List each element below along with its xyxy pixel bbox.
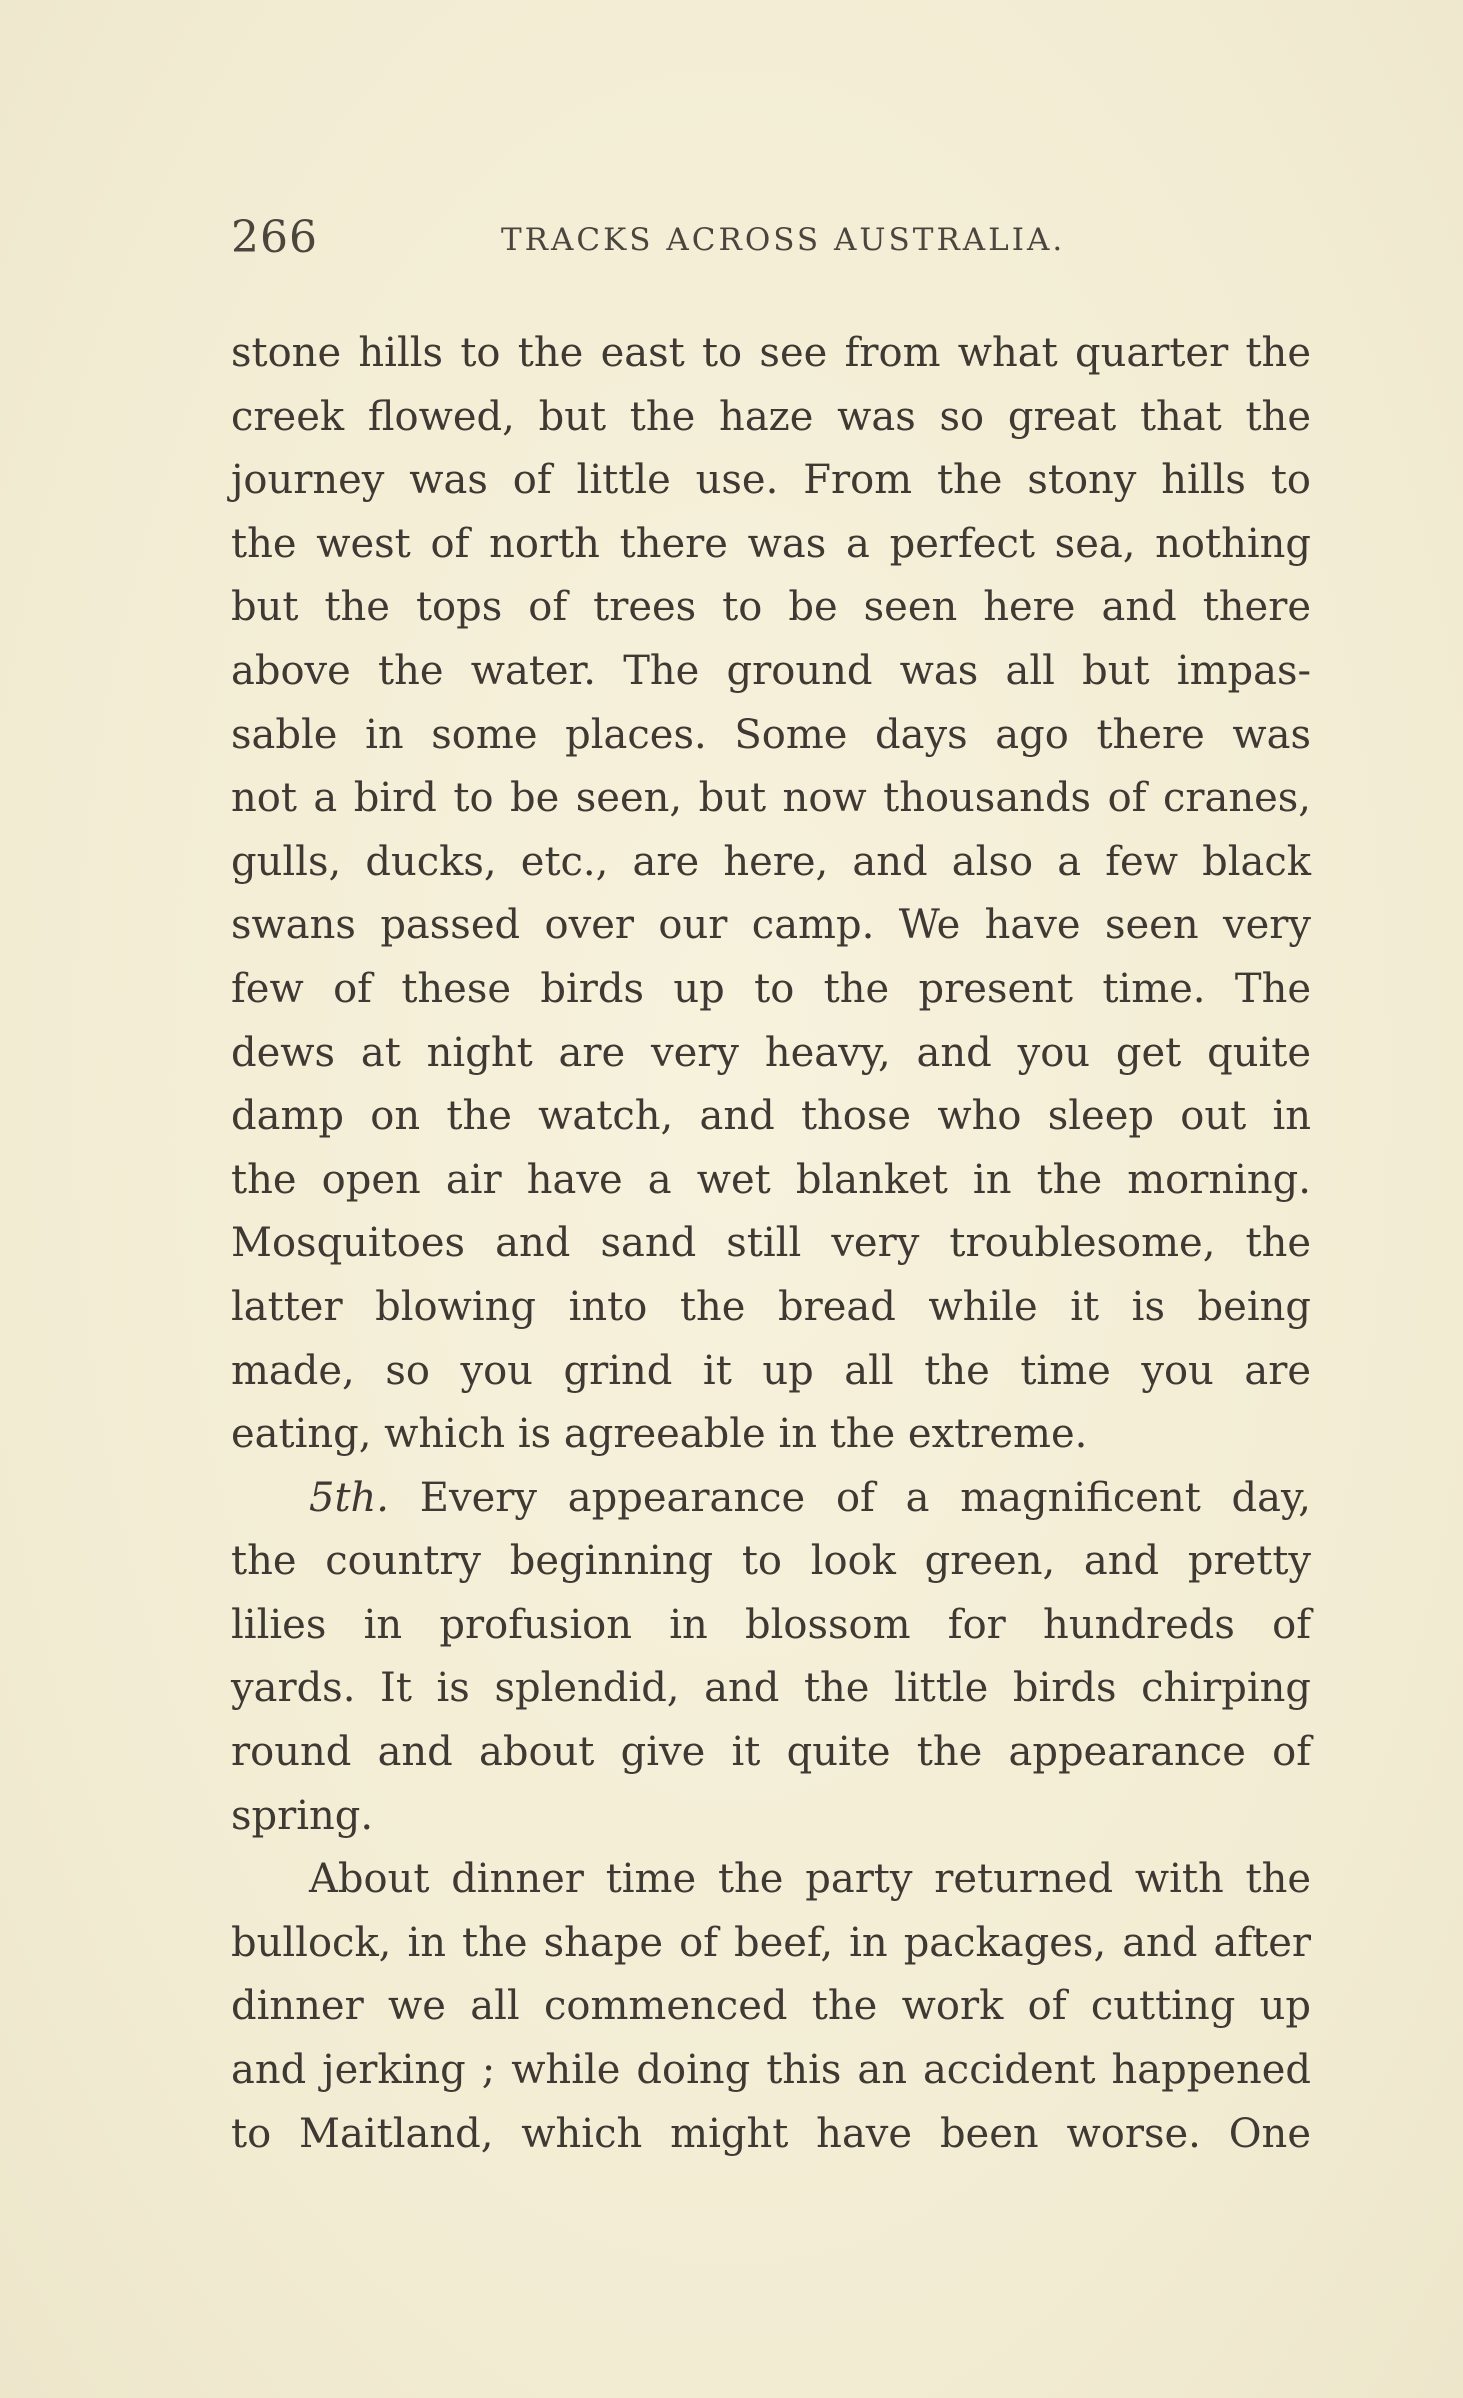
text-line: not a bird to be seen, but now thousands of cranes, [231,775,1311,822]
entry-date: 5th. [309,1474,389,1521]
text-line: gulls, ducks, etc., are here, and also a few black [231,838,1311,885]
text-line: eating, which is agreeable in the extreme. [231,1411,1088,1458]
text-line: but the tops of trees to be seen here and there [231,584,1311,631]
page-number: 266 [231,212,318,263]
text-line: swans passed over our camp. We have seen very [231,902,1311,949]
text-line: sable in some places. Some days ago there was [231,711,1311,758]
text-line: to Maitland, which might have been worse. One [231,2110,1311,2157]
text-line: the open air have a wet blanket in the morning. [231,1156,1311,1203]
text-line: About dinner time the party returned with the [309,1856,1311,1903]
text-line: the country beginning to look green, and pretty [231,1538,1311,1585]
text-line: latter blowing into the bread while it is being [231,1283,1311,1330]
text-line: the west of north there was a perfect sea, nothing [231,520,1311,567]
text-line: dinner we all commenced the work of cutting up [231,1983,1311,2030]
diary-entry-first-line [231,1467,1311,1531]
text-line: Mosquitoes and sand still very troublesome, the [231,1220,1311,1267]
text-line: damp on the watch, and those who sleep out in [231,1093,1311,1140]
running-title: TRACKS ACROSS AUSTRALIA. [501,222,1066,258]
text-line: stone hills to the east to see from what quarter the [231,330,1311,376]
text-line: made, so you grind it up all the time you are [231,1347,1311,1394]
page-header [231,212,1311,272]
text-line: yards. It is splendid, and the little birds chirping [231,1665,1311,1712]
text-line: dews at night are very heavy, and you get quite [231,1029,1311,1076]
text-line: above the water. The ground was all but impas- [231,647,1311,694]
text-line: journey was of little use. From the stony hills to [231,457,1311,504]
text-line: and jerking ; while doing this an accident happened [231,2047,1311,2094]
entry-text: Every appearance of a magnificent day, [419,1474,1312,1521]
text-line: round and about give it quite the appearance of [231,1729,1311,1776]
text-line: lilies in profusion in blossom for hundreds of [231,1601,1311,1648]
text-line: creek flowed, but the haze was so great that the [231,393,1311,440]
text-line: bullock, in the shape of beef, in packages, and after [231,1919,1311,1966]
body-text [231,322,1311,2166]
text-line: spring. [231,1792,374,1839]
text-line: few of these birds up to the present time. The [231,965,1311,1012]
